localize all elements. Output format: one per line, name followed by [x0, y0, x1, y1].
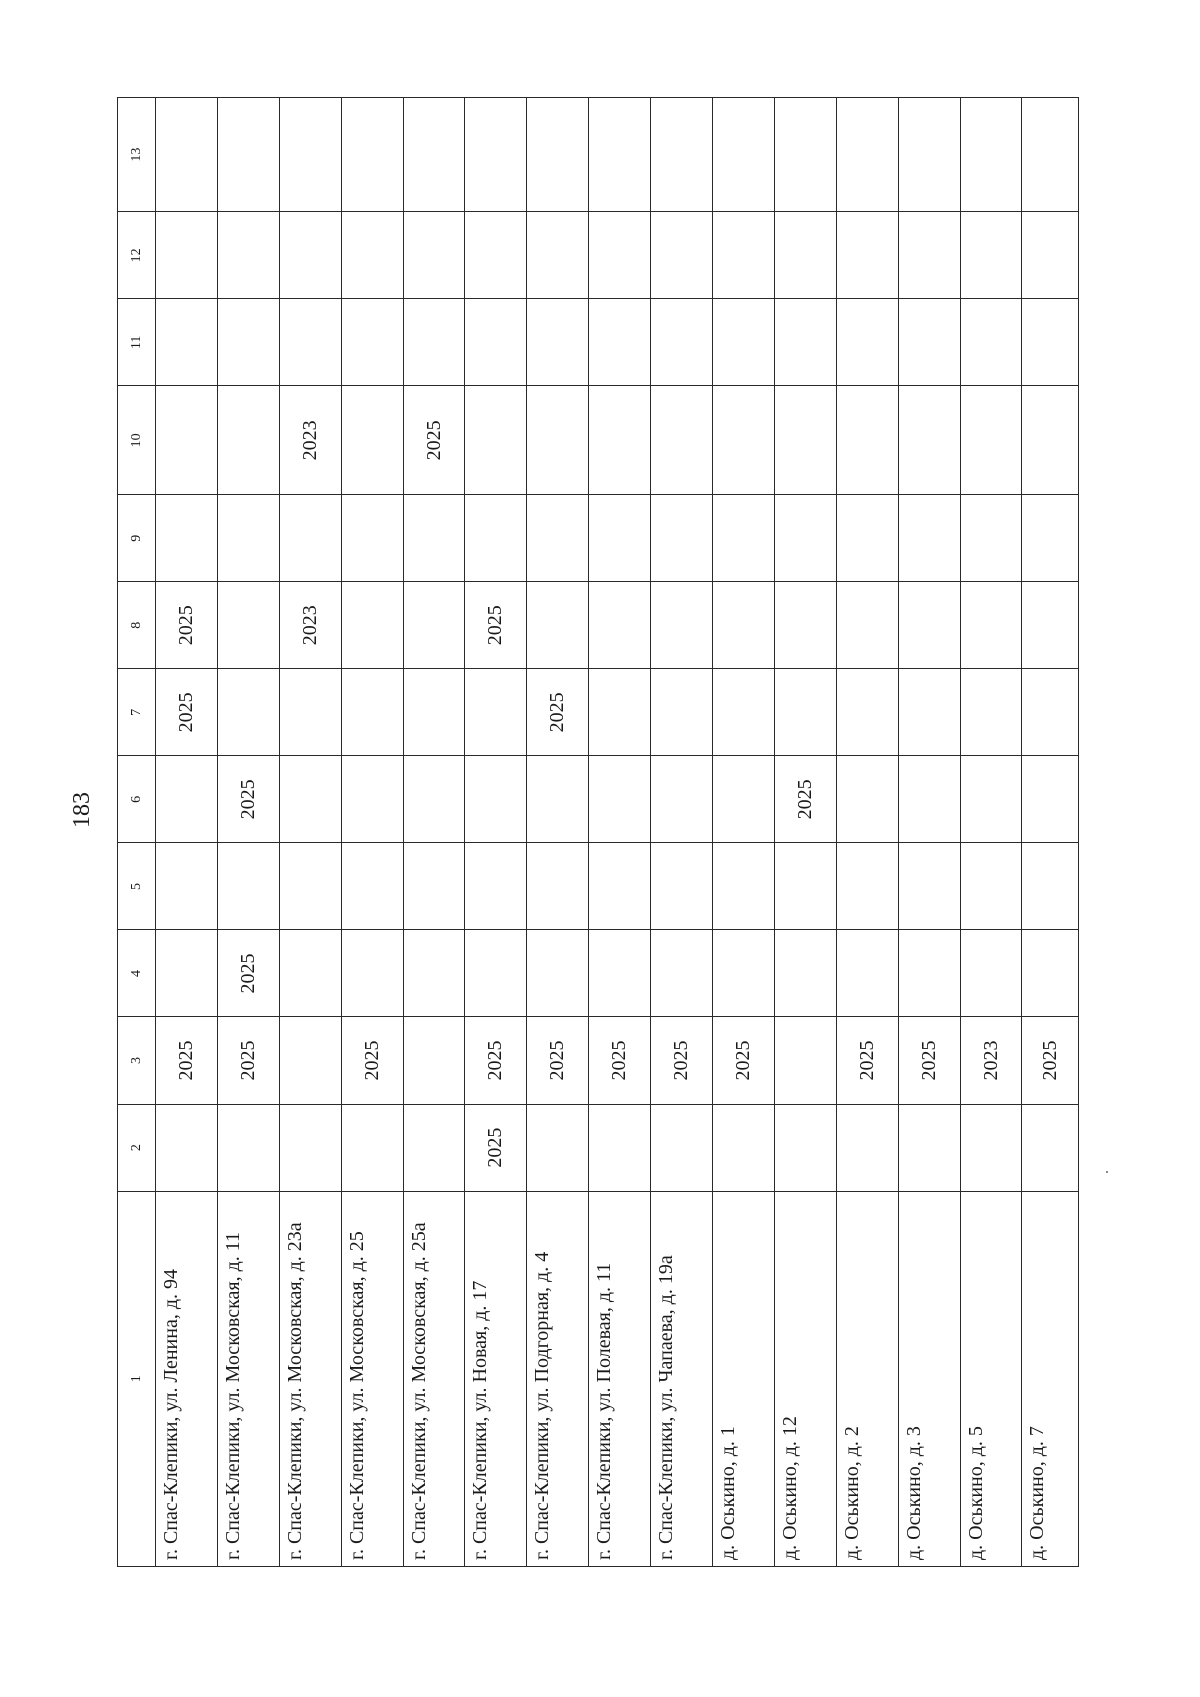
year-cell — [1022, 212, 1079, 299]
repair-schedule-table — [117, 97, 1079, 1567]
year-cell — [960, 843, 1022, 930]
column-number-cell: 11 — [118, 299, 156, 386]
year-cell: 2025 — [465, 1017, 527, 1104]
year-cell — [960, 582, 1022, 669]
year-cell — [774, 299, 836, 386]
year-cell — [279, 98, 341, 212]
year-cell — [403, 843, 465, 930]
year-cell — [217, 299, 279, 386]
year-cell — [898, 930, 960, 1017]
year-cell: 2025 — [156, 1017, 218, 1104]
column-number-row — [118, 98, 156, 1567]
table-row — [403, 98, 465, 1567]
rotated-table-container — [117, 97, 1079, 1567]
year-cell: 2025 — [651, 1017, 713, 1104]
year-cell — [589, 930, 651, 1017]
year-cell — [898, 843, 960, 930]
year-cell: 2023 — [960, 1017, 1022, 1104]
year-cell — [279, 495, 341, 582]
year-cell — [713, 1104, 775, 1191]
page-number: 183 — [69, 792, 95, 828]
column-number-cell: 2 — [118, 1104, 156, 1191]
year-cell — [836, 299, 898, 386]
year-cell — [898, 299, 960, 386]
table-row — [341, 98, 403, 1567]
year-cell — [898, 1104, 960, 1191]
year-cell — [713, 386, 775, 495]
year-cell — [651, 582, 713, 669]
year-cell — [403, 1017, 465, 1104]
year-cell: 2025 — [217, 1017, 279, 1104]
address-cell: г. Спас-Клепики, ул. Полевая, д. 11 — [589, 1191, 651, 1566]
year-cell: 2025 — [341, 1017, 403, 1104]
year-cell — [651, 669, 713, 756]
year-cell — [774, 1104, 836, 1191]
year-cell — [836, 756, 898, 843]
year-cell — [217, 669, 279, 756]
column-number-cell: 8 — [118, 582, 156, 669]
year-cell — [465, 98, 527, 212]
table-row — [651, 98, 713, 1567]
year-cell: 2025 — [527, 1017, 589, 1104]
year-cell — [1022, 386, 1079, 495]
year-cell — [465, 756, 527, 843]
year-cell — [341, 669, 403, 756]
year-cell — [713, 495, 775, 582]
year-cell — [527, 1104, 589, 1191]
year-cell — [1022, 1104, 1079, 1191]
address-cell: г. Спас-Клепики, ул. Московская, д. 11 — [217, 1191, 279, 1566]
year-cell — [341, 930, 403, 1017]
year-cell: 2025 — [589, 1017, 651, 1104]
year-cell — [960, 212, 1022, 299]
year-cell — [341, 843, 403, 930]
year-cell: 2025 — [713, 1017, 775, 1104]
year-cell — [713, 669, 775, 756]
year-cell — [836, 98, 898, 212]
year-cell: 2025 — [403, 386, 465, 495]
year-cell — [1022, 843, 1079, 930]
address-cell: г. Спас-Клепики, ул. Чапаева, д. 19а — [651, 1191, 713, 1566]
year-cell — [589, 756, 651, 843]
year-cell: 2025 — [217, 930, 279, 1017]
year-cell — [836, 495, 898, 582]
column-number-cell: 5 — [118, 843, 156, 930]
year-cell — [960, 756, 1022, 843]
year-cell — [465, 386, 527, 495]
column-number-cell: 9 — [118, 495, 156, 582]
column-number-cell: 10 — [118, 386, 156, 495]
year-cell — [279, 756, 341, 843]
year-cell — [1022, 756, 1079, 843]
year-cell — [836, 930, 898, 1017]
year-cell — [156, 212, 218, 299]
year-cell — [527, 386, 589, 495]
address-cell: г. Спас-Клепики, ул. Московская, д. 23а — [279, 1191, 341, 1566]
year-cell — [279, 843, 341, 930]
year-cell — [1022, 98, 1079, 212]
year-cell — [403, 756, 465, 843]
year-cell — [217, 582, 279, 669]
table-row — [217, 98, 279, 1567]
year-cell: 2025 — [898, 1017, 960, 1104]
column-number-cell: 1 — [118, 1191, 156, 1566]
year-cell — [960, 669, 1022, 756]
year-cell — [713, 582, 775, 669]
year-cell — [217, 386, 279, 495]
year-cell — [651, 98, 713, 212]
year-cell: 2025 — [527, 669, 589, 756]
address-cell: г. Спас-Клепики, ул. Подгорная, д. 4 — [527, 1191, 589, 1566]
year-cell — [898, 582, 960, 669]
year-cell — [156, 386, 218, 495]
year-cell — [341, 756, 403, 843]
year-cell — [465, 843, 527, 930]
year-cell — [589, 386, 651, 495]
year-cell — [403, 212, 465, 299]
year-cell — [1022, 669, 1079, 756]
year-cell — [836, 1104, 898, 1191]
year-cell — [465, 212, 527, 299]
address-cell: д. Оськино, д. 12 — [774, 1191, 836, 1566]
year-cell — [898, 495, 960, 582]
year-cell — [156, 98, 218, 212]
year-cell — [651, 1104, 713, 1191]
address-cell: д. Оськино, д. 3 — [898, 1191, 960, 1566]
year-cell — [156, 299, 218, 386]
year-cell — [527, 582, 589, 669]
table-row — [279, 98, 341, 1567]
year-cell — [651, 386, 713, 495]
year-cell — [589, 98, 651, 212]
year-cell — [713, 756, 775, 843]
year-cell — [898, 98, 960, 212]
year-cell — [898, 212, 960, 299]
year-cell — [651, 843, 713, 930]
year-cell — [713, 930, 775, 1017]
year-cell — [527, 495, 589, 582]
year-cell — [774, 386, 836, 495]
table-row — [527, 98, 589, 1567]
year-cell — [713, 212, 775, 299]
year-cell — [465, 669, 527, 756]
year-cell — [403, 669, 465, 756]
year-cell — [279, 930, 341, 1017]
year-cell — [341, 1104, 403, 1191]
address-cell: г. Спас-Клепики, ул. Московская, д. 25а — [403, 1191, 465, 1566]
year-cell: 2023 — [279, 582, 341, 669]
column-number-cell: 7 — [118, 669, 156, 756]
year-cell: 2025 — [465, 1104, 527, 1191]
table-row — [836, 98, 898, 1567]
year-cell — [527, 843, 589, 930]
year-cell — [465, 299, 527, 386]
year-cell — [589, 299, 651, 386]
table-row — [960, 98, 1022, 1567]
year-cell — [403, 98, 465, 212]
year-cell — [156, 843, 218, 930]
year-cell — [403, 299, 465, 386]
year-cell — [898, 669, 960, 756]
year-cell — [403, 495, 465, 582]
scan-speck — [1106, 1171, 1108, 1173]
year-cell — [156, 930, 218, 1017]
column-number-cell: 6 — [118, 756, 156, 843]
year-cell — [217, 1104, 279, 1191]
year-cell — [341, 386, 403, 495]
table-row — [589, 98, 651, 1567]
year-cell — [217, 212, 279, 299]
table-row — [1022, 98, 1079, 1567]
year-cell — [898, 386, 960, 495]
year-cell — [279, 299, 341, 386]
year-cell — [960, 1104, 1022, 1191]
year-cell — [156, 495, 218, 582]
year-cell — [1022, 495, 1079, 582]
year-cell — [341, 212, 403, 299]
year-cell: 2025 — [1022, 1017, 1079, 1104]
year-cell — [651, 756, 713, 843]
year-cell — [898, 756, 960, 843]
table-row — [774, 98, 836, 1567]
year-cell — [465, 495, 527, 582]
table-body — [118, 98, 1079, 1567]
year-cell — [527, 212, 589, 299]
year-cell — [589, 843, 651, 930]
year-cell — [217, 495, 279, 582]
table-row — [898, 98, 960, 1567]
year-cell — [960, 299, 1022, 386]
year-cell — [341, 98, 403, 212]
year-cell — [960, 495, 1022, 582]
year-cell — [836, 582, 898, 669]
address-cell: д. Оськино, д. 1 — [713, 1191, 775, 1566]
year-cell — [279, 1017, 341, 1104]
year-cell — [774, 1017, 836, 1104]
year-cell — [713, 98, 775, 212]
year-cell — [217, 843, 279, 930]
year-cell — [1022, 299, 1079, 386]
table-row — [465, 98, 527, 1567]
year-cell — [774, 582, 836, 669]
year-cell — [156, 1104, 218, 1191]
year-cell — [341, 299, 403, 386]
year-cell — [774, 495, 836, 582]
year-cell — [279, 1104, 341, 1191]
address-cell: г. Спас-Клепики, ул. Московская, д. 25 — [341, 1191, 403, 1566]
address-cell: д. Оськино, д. 2 — [836, 1191, 898, 1566]
address-cell: г. Спас-Клепики, ул. Ленина, д. 94 — [156, 1191, 218, 1566]
year-cell — [279, 212, 341, 299]
column-number-cell: 13 — [118, 98, 156, 212]
year-cell — [527, 930, 589, 1017]
year-cell — [836, 843, 898, 930]
year-cell — [403, 1104, 465, 1191]
year-cell — [774, 669, 836, 756]
year-cell — [651, 299, 713, 386]
year-cell — [527, 756, 589, 843]
year-cell — [589, 582, 651, 669]
year-cell: 2023 — [279, 386, 341, 495]
year-cell — [589, 495, 651, 582]
year-cell: 2025 — [774, 756, 836, 843]
address-cell: г. Спас-Клепики, ул. Новая, д. 17 — [465, 1191, 527, 1566]
year-cell — [589, 1104, 651, 1191]
year-cell — [774, 98, 836, 212]
year-cell: 2025 — [836, 1017, 898, 1104]
year-cell — [651, 212, 713, 299]
column-number-cell: 12 — [118, 212, 156, 299]
column-number-cell: 4 — [118, 930, 156, 1017]
year-cell — [403, 930, 465, 1017]
year-cell — [713, 843, 775, 930]
year-cell — [651, 930, 713, 1017]
year-cell — [1022, 930, 1079, 1017]
year-cell — [960, 386, 1022, 495]
year-cell — [774, 843, 836, 930]
column-number-cell: 3 — [118, 1017, 156, 1104]
year-cell — [836, 386, 898, 495]
table-row — [713, 98, 775, 1567]
year-cell: 2025 — [465, 582, 527, 669]
year-cell — [774, 212, 836, 299]
table-row — [156, 98, 218, 1567]
year-cell: 2025 — [217, 756, 279, 843]
year-cell — [651, 495, 713, 582]
year-cell — [217, 98, 279, 212]
year-cell — [589, 212, 651, 299]
year-cell: 2025 — [156, 669, 218, 756]
year-cell — [527, 98, 589, 212]
year-cell: 2025 — [156, 582, 218, 669]
year-cell — [960, 98, 1022, 212]
year-cell — [836, 212, 898, 299]
year-cell — [774, 930, 836, 1017]
year-cell — [341, 582, 403, 669]
address-cell: д. Оськино, д. 5 — [960, 1191, 1022, 1566]
year-cell — [279, 669, 341, 756]
year-cell — [589, 669, 651, 756]
year-cell — [403, 582, 465, 669]
year-cell — [527, 299, 589, 386]
year-cell — [713, 299, 775, 386]
year-cell — [156, 756, 218, 843]
address-cell: д. Оськино, д. 7 — [1022, 1191, 1079, 1566]
year-cell — [465, 930, 527, 1017]
year-cell — [341, 495, 403, 582]
year-cell — [836, 669, 898, 756]
year-cell — [1022, 582, 1079, 669]
year-cell — [960, 930, 1022, 1017]
